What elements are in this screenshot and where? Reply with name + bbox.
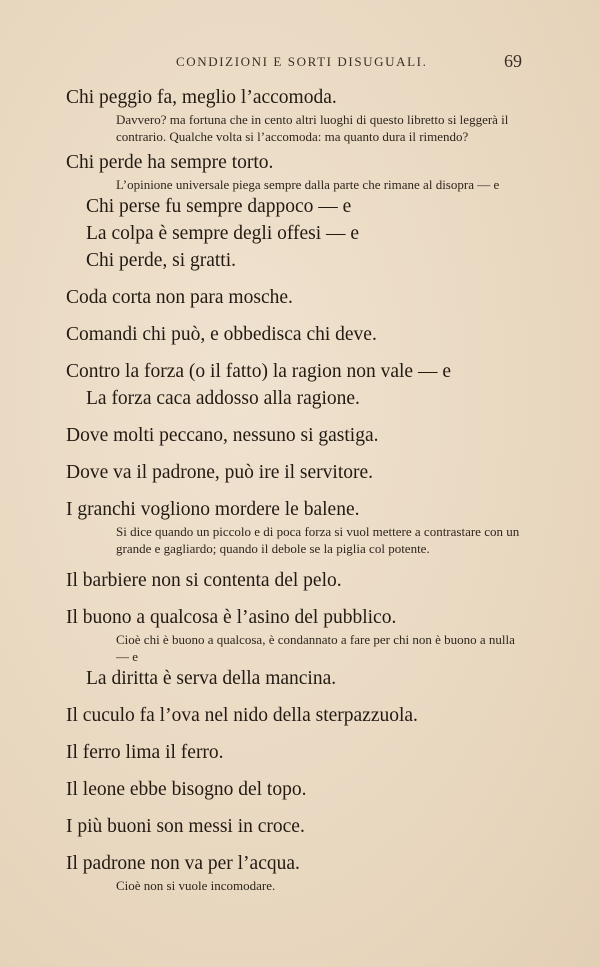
proverb: I più buoni son messi in croce.: [66, 816, 305, 837]
page-header: [66, 51, 522, 78]
proverb: Chi peggio fa, meglio l’accomoda.: [66, 87, 337, 108]
commentary: Davvero? ma fortuna che in cento altri luoghi di questo libretto si leggerà il contrario. Qualche volta si l’accomoda: ma quanto dura il rimendo?: [116, 112, 509, 144]
proverb: Il leone ebbe bisogno del topo.: [66, 779, 307, 800]
commentary: Cioè chi è buono a qualcosa, è condannato a fare per chi non è buono a nulla — e: [116, 632, 515, 664]
proverb: Il buono a qualcosa è l’asino del pubblico.: [66, 607, 397, 628]
commentary: Si dice quando un piccolo e di poca forza si vuol mettere a contrastare con un grande e gagliardo; quando il debole se la piglia col potente.: [116, 524, 520, 556]
page-number: 69: [504, 51, 522, 71]
proverb: Chi perde, si gratti.: [86, 250, 237, 271]
proverb: Coda corta non para mosche.: [66, 287, 293, 308]
proverb: Dove va il padrone, può ire il servitore.: [66, 462, 374, 483]
proverb: La diritta è serva della mancina.: [86, 668, 337, 689]
proverb: Chi perse fu sempre dappoco — e: [86, 196, 352, 217]
commentary: Cioè non si vuole incomodare.: [116, 878, 276, 893]
running-title: CONDIZIONI E SORTI DISUGUALI.: [176, 54, 428, 69]
proverb: Il barbiere non si contenta del pelo.: [66, 570, 342, 591]
proverb: Il cuculo fa l’ova nel nido della sterpazzuola.: [66, 705, 418, 726]
proverb: Il padrone non va per l’acqua.: [66, 853, 300, 874]
proverb-list: [66, 84, 522, 894]
proverb: Chi perde ha sempre torto.: [66, 152, 274, 173]
proverb: I granchi vogliono mordere le balene.: [66, 499, 360, 520]
proverb: La forza caca addosso alla ragione.: [86, 388, 360, 409]
proverb: Il ferro lima il ferro.: [66, 742, 224, 763]
proverb: La colpa è sempre degli offesi — e: [86, 223, 360, 244]
commentary: L’opinione universale piega sempre dalla parte che rimane al disopra — e: [116, 177, 500, 192]
proverb: Dove molti peccano, nessuno si gastiga.: [66, 425, 379, 446]
proverb: Contro la forza (o il fatto) la ragion non vale — e: [66, 361, 451, 382]
proverb: Comandi chi può, e obbedisca chi deve.: [66, 324, 377, 345]
